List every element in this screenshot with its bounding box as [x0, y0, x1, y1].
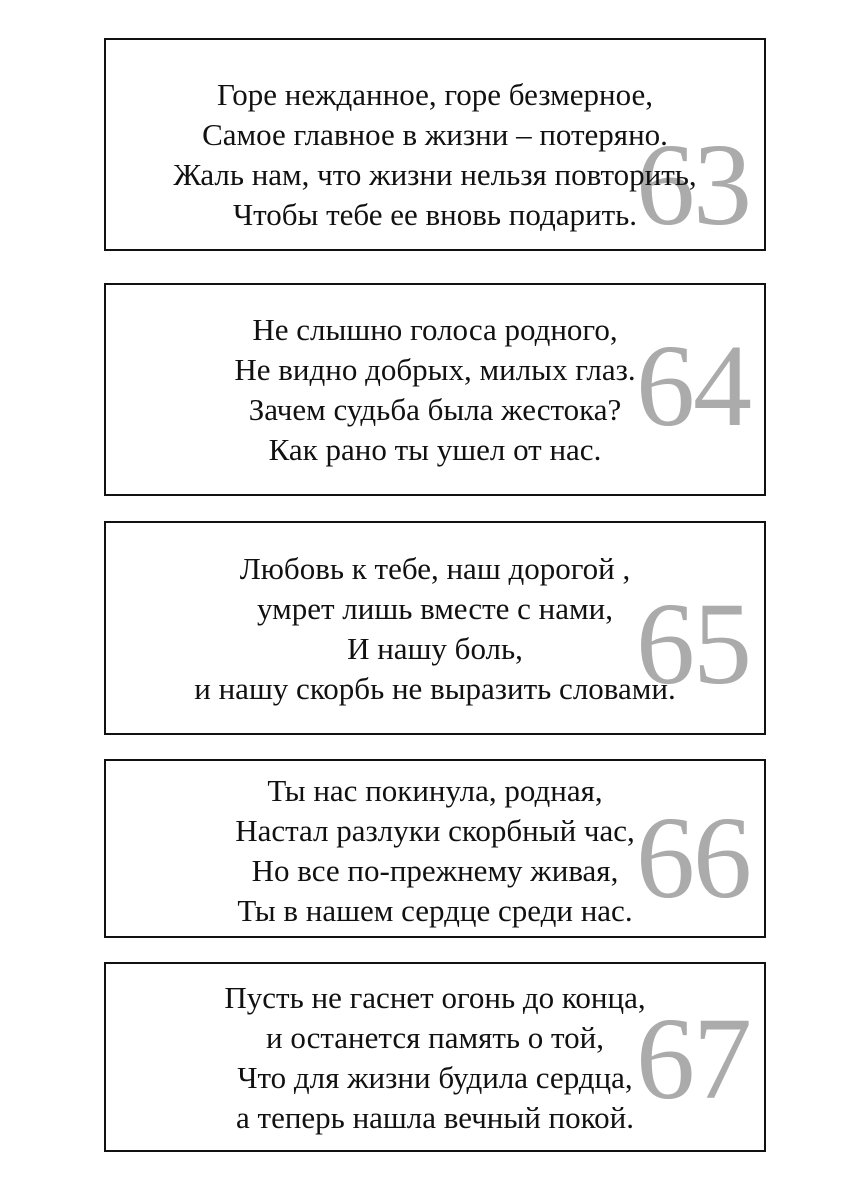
verse-line: Чтобы тебе ее вновь подарить.: [232, 197, 638, 232]
verse-line: Как рано ты ушел от нас.: [268, 432, 602, 467]
card-number: 66: [636, 792, 750, 923]
verse-line: Настал разлуки скорбный час,: [235, 813, 635, 848]
verse-line: Не видно добрых, милых глаз.: [234, 352, 636, 387]
verse-line: и нашу скорбь не выразить словами.: [194, 671, 676, 706]
verse-line: Ты в нашем сердце среди нас.: [237, 893, 633, 928]
verse-card-63: [104, 38, 766, 251]
verse-line: Любовь к тебе, наш дорогой ,: [239, 551, 631, 586]
verse-line: Жаль нам, что жизни нельзя повторить,: [173, 157, 697, 192]
card-number: 65: [636, 578, 750, 709]
verse-line: и останется память о той,: [266, 1020, 604, 1055]
verse-card-67: [104, 962, 766, 1152]
verse-text: [106, 549, 764, 709]
verse-line: Самое главное в жизни – потеряно.: [202, 117, 668, 152]
card-number: 64: [636, 320, 750, 451]
verse-line: а теперь нашла вечный покой.: [236, 1100, 634, 1135]
verse-text: [106, 771, 764, 931]
verse-text: [106, 310, 764, 470]
verse-line: И нашу боль,: [347, 631, 523, 666]
verse-line: Ты нас покинула, родная,: [267, 773, 603, 808]
verse-line: Не слышно голоса родного,: [252, 312, 618, 347]
verse-line: Пусть не гаснет огонь до конца,: [224, 980, 646, 1015]
verse-text: [106, 978, 764, 1138]
verse-card-64: [104, 283, 766, 496]
verse-text: [106, 75, 764, 235]
card-number: 67: [636, 993, 750, 1124]
verse-line: умрет лишь вместе с нами,: [257, 591, 613, 626]
verse-line: Зачем судьба была жестока?: [248, 392, 622, 427]
verse-line: Что для жизни будила сердца,: [237, 1060, 633, 1095]
verse-line: Но все по-прежнему живая,: [251, 853, 619, 888]
verse-card-66: [104, 759, 766, 938]
verse-line: Горе нежданное, горе безмерное,: [217, 77, 653, 112]
verse-card-65: [104, 521, 766, 735]
card-number: 63: [636, 119, 750, 250]
